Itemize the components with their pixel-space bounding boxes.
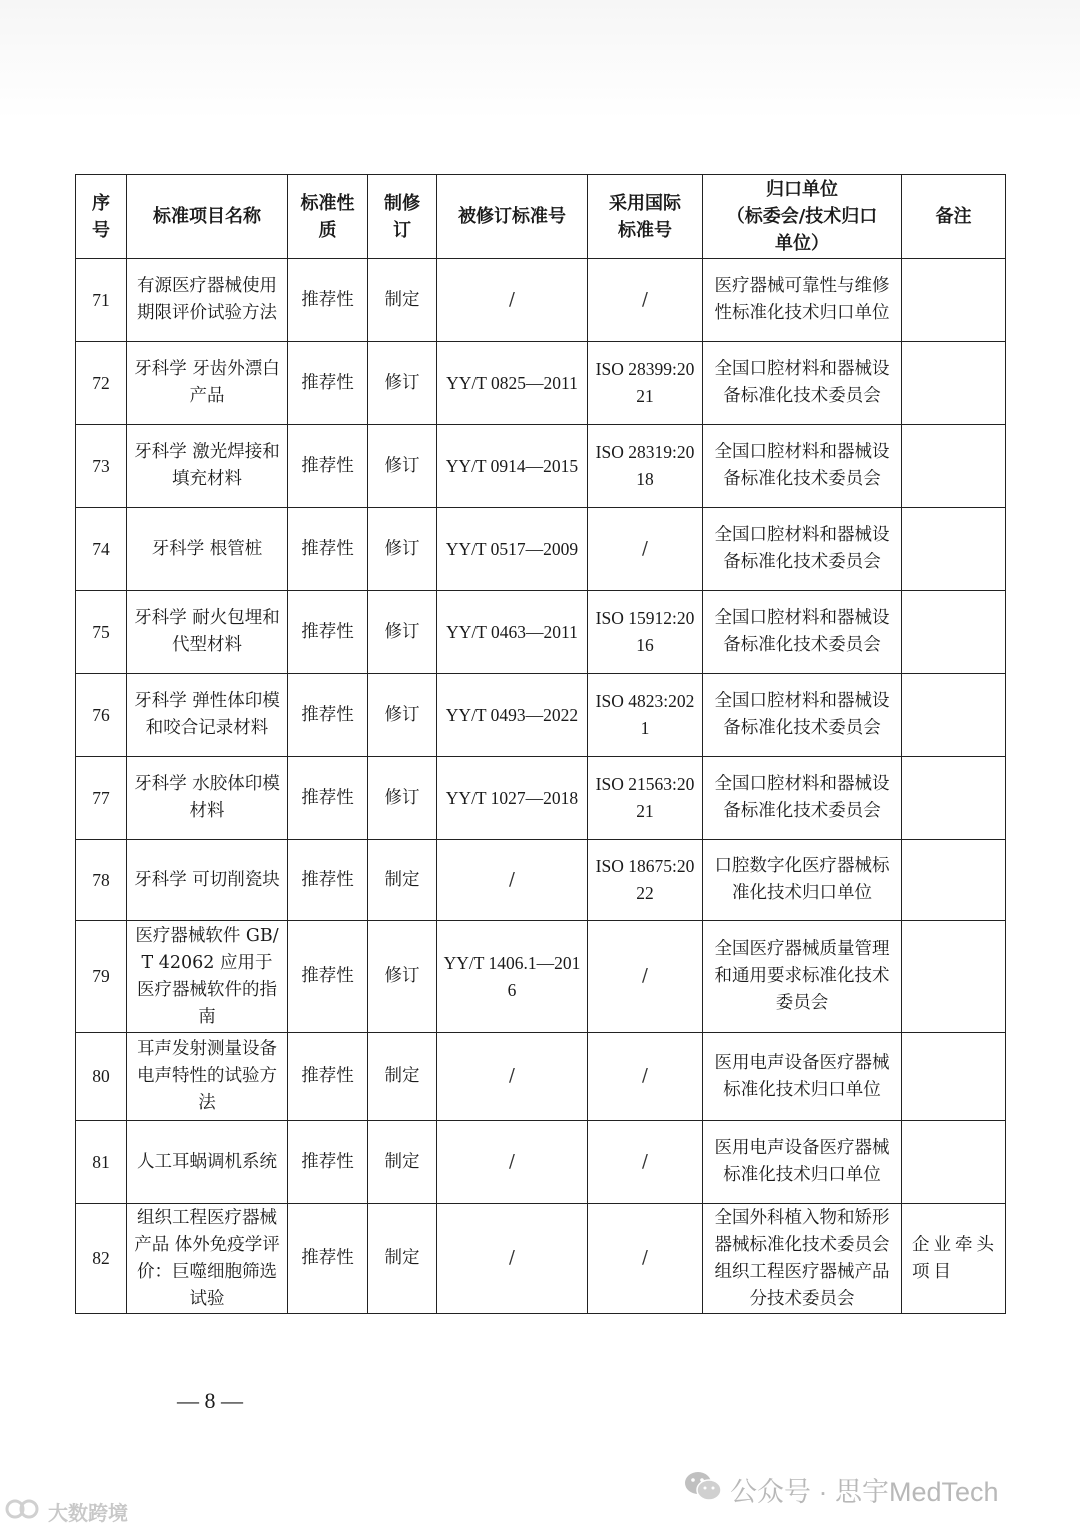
table-cell: 推荐性: [288, 674, 368, 757]
table-cell: 推荐性: [288, 591, 368, 674]
table-row: [76, 757, 1006, 840]
table-cell: 推荐性: [288, 1121, 368, 1204]
table-cell: 推荐性: [288, 757, 368, 840]
table-cell: 人工耳蜗调机系统: [127, 1121, 288, 1204]
table-row: [76, 591, 1006, 674]
table-cell: ISO 28319:2018: [588, 425, 703, 508]
table-cell: YY/T 1406.1—2016: [437, 921, 588, 1033]
table-cell: 推荐性: [288, 508, 368, 591]
table-cell: 医疗器械软件 GB/T 42062 应用于医疗器械软件的指南: [127, 921, 288, 1033]
table-cell: 推荐性: [288, 1204, 368, 1314]
table-cell: 全国口腔材料和器械设备标准化技术委员会: [703, 757, 902, 840]
table-cell: /: [588, 1033, 703, 1121]
table-cell: /: [588, 508, 703, 591]
column-header: 标准性 质: [288, 175, 368, 259]
table-row: [76, 840, 1006, 921]
table-cell: [902, 1121, 1006, 1204]
table-cell: /: [437, 259, 588, 342]
table-cell: 医用电声设备医疗器械标准化技术归口单位: [703, 1121, 902, 1204]
table-header-row: [76, 175, 1006, 259]
table-cell: 修订: [368, 342, 437, 425]
table-cell: 口腔数字化医疗器械标准化技术归口单位: [703, 840, 902, 921]
table-cell: 牙科学 可切削瓷块: [127, 840, 288, 921]
table-cell: 72: [76, 342, 127, 425]
table-cell: /: [437, 1204, 588, 1314]
table-row: [76, 674, 1006, 757]
table-cell: 制定: [368, 1033, 437, 1121]
table-cell: 医用电声设备医疗器械标准化技术归口单位: [703, 1033, 902, 1121]
table-cell: 推荐性: [288, 921, 368, 1033]
table-cell: 牙科学 弹性体印模和咬合记录材料: [127, 674, 288, 757]
table-cell: 制定: [368, 259, 437, 342]
table-cell: 全国口腔材料和器械设备标准化技术委员会: [703, 342, 902, 425]
table-cell: 修订: [368, 508, 437, 591]
corner-watermark: [4, 1497, 128, 1526]
table-cell: [902, 425, 1006, 508]
table-cell: [902, 840, 1006, 921]
table-cell: 制定: [368, 840, 437, 921]
table-cell: 牙科学 牙齿外漂白产品: [127, 342, 288, 425]
column-header: 被修订标准号: [437, 175, 588, 259]
table-cell: 77: [76, 757, 127, 840]
table-cell: YY/T 0463—2011: [437, 591, 588, 674]
table-cell: 企业牵头项目: [902, 1204, 1006, 1314]
corner-watermark-text: 大数跨境: [48, 1501, 128, 1525]
table-row: [76, 508, 1006, 591]
table-cell: ISO 18675:2022: [588, 840, 703, 921]
page-number: — 8 —: [177, 1388, 243, 1413]
table-cell: YY/T 0517—2009: [437, 508, 588, 591]
table-cell: [902, 757, 1006, 840]
table-cell: [902, 1033, 1006, 1121]
table-cell: 81: [76, 1121, 127, 1204]
table-cell: YY/T 0914—2015: [437, 425, 588, 508]
table-cell: 全国外科植入物和矫形器械标准化技术委员会组织工程医疗器械产品分技术委员会: [703, 1204, 902, 1314]
table-cell: 有源医疗器械使用期限评价试验方法: [127, 259, 288, 342]
table-cell: 全国口腔材料和器械设备标准化技术委员会: [703, 508, 902, 591]
table-cell: 全国口腔材料和器械设备标准化技术委员会: [703, 674, 902, 757]
table-cell: [902, 674, 1006, 757]
table-cell: 推荐性: [288, 425, 368, 508]
table-row: [76, 921, 1006, 1033]
table-cell: 修订: [368, 591, 437, 674]
table-cell: [902, 259, 1006, 342]
table-cell: 修订: [368, 757, 437, 840]
table-cell: 修订: [368, 674, 437, 757]
table-cell: /: [437, 1121, 588, 1204]
table-cell: 73: [76, 425, 127, 508]
table-row: [76, 1204, 1006, 1314]
table-cell: 推荐性: [288, 840, 368, 921]
table-cell: 79: [76, 921, 127, 1033]
table-cell: 耳声发射测量设备电声特性的试验方法: [127, 1033, 288, 1121]
column-header: 归口单位 （标委会/技术归口 单位）: [703, 175, 902, 259]
table-cell: 78: [76, 840, 127, 921]
table-cell: 全国口腔材料和器械设备标准化技术委员会: [703, 591, 902, 674]
table-cell: 修订: [368, 425, 437, 508]
column-header: 序 号: [76, 175, 127, 259]
table-row: [76, 1033, 1006, 1121]
table-cell: 76: [76, 674, 127, 757]
table-cell: 全国口腔材料和器械设备标准化技术委员会: [703, 425, 902, 508]
table-row: [76, 342, 1006, 425]
chain-link-icon: [4, 1498, 44, 1525]
table-cell: [902, 591, 1006, 674]
column-header: 备注: [902, 175, 1006, 259]
table-cell: 医疗器械可靠性与维修性标准化技术归口单位: [703, 259, 902, 342]
wechat-watermark-text: 公众号 · 思宇MedTech: [730, 1477, 999, 1507]
table-cell: YY/T 1027—2018: [437, 757, 588, 840]
table-cell: 82: [76, 1204, 127, 1314]
table-cell: ISO 15912:2016: [588, 591, 703, 674]
table-cell: 71: [76, 259, 127, 342]
table-row: [76, 425, 1006, 508]
table-cell: 牙科学 根管桩: [127, 508, 288, 591]
table-cell: /: [588, 1204, 703, 1314]
table-cell: 推荐性: [288, 259, 368, 342]
table-cell: YY/T 0825—2011: [437, 342, 588, 425]
table-cell: 牙科学 水胶体印模材料: [127, 757, 288, 840]
table-cell: 75: [76, 591, 127, 674]
column-header: 制修 订: [368, 175, 437, 259]
table-cell: YY/T 0493—2022: [437, 674, 588, 757]
table-cell: 74: [76, 508, 127, 591]
table-cell: [902, 342, 1006, 425]
table-cell: 推荐性: [288, 1033, 368, 1121]
table-cell: [902, 921, 1006, 1033]
table-cell: ISO 28399:2021: [588, 342, 703, 425]
table-cell: 修订: [368, 921, 437, 1033]
wechat-icon: [684, 1470, 722, 1509]
table-cell: 牙科学 耐火包埋和代型材料: [127, 591, 288, 674]
standards-table: [75, 174, 1006, 1314]
table-row: [76, 1121, 1006, 1204]
table-row: [76, 259, 1006, 342]
table-cell: 制定: [368, 1204, 437, 1314]
page-top-shade: [0, 0, 1080, 120]
table-cell: ISO 21563:2021: [588, 757, 703, 840]
table-cell: 推荐性: [288, 342, 368, 425]
column-header: 标准项目名称: [127, 175, 288, 259]
wechat-watermark: [684, 1470, 999, 1509]
table-cell: 全国医疗器械质量管理和通用要求标准化技术委员会: [703, 921, 902, 1033]
table-cell: 制定: [368, 1121, 437, 1204]
table-cell: ISO 4823:2021: [588, 674, 703, 757]
table-cell: [902, 508, 1006, 591]
table-cell: /: [588, 1121, 703, 1204]
table-cell: 组织工程医疗器械产品 体外免疫学评价：巨噬细胞筛选试验: [127, 1204, 288, 1314]
table-cell: /: [588, 921, 703, 1033]
table-cell: /: [437, 1033, 588, 1121]
table-cell: 80: [76, 1033, 127, 1121]
column-header: 采用国际 标准号: [588, 175, 703, 259]
table-cell: 牙科学 激光焊接和填充材料: [127, 425, 288, 508]
table-cell: /: [437, 840, 588, 921]
table-cell: /: [588, 259, 703, 342]
